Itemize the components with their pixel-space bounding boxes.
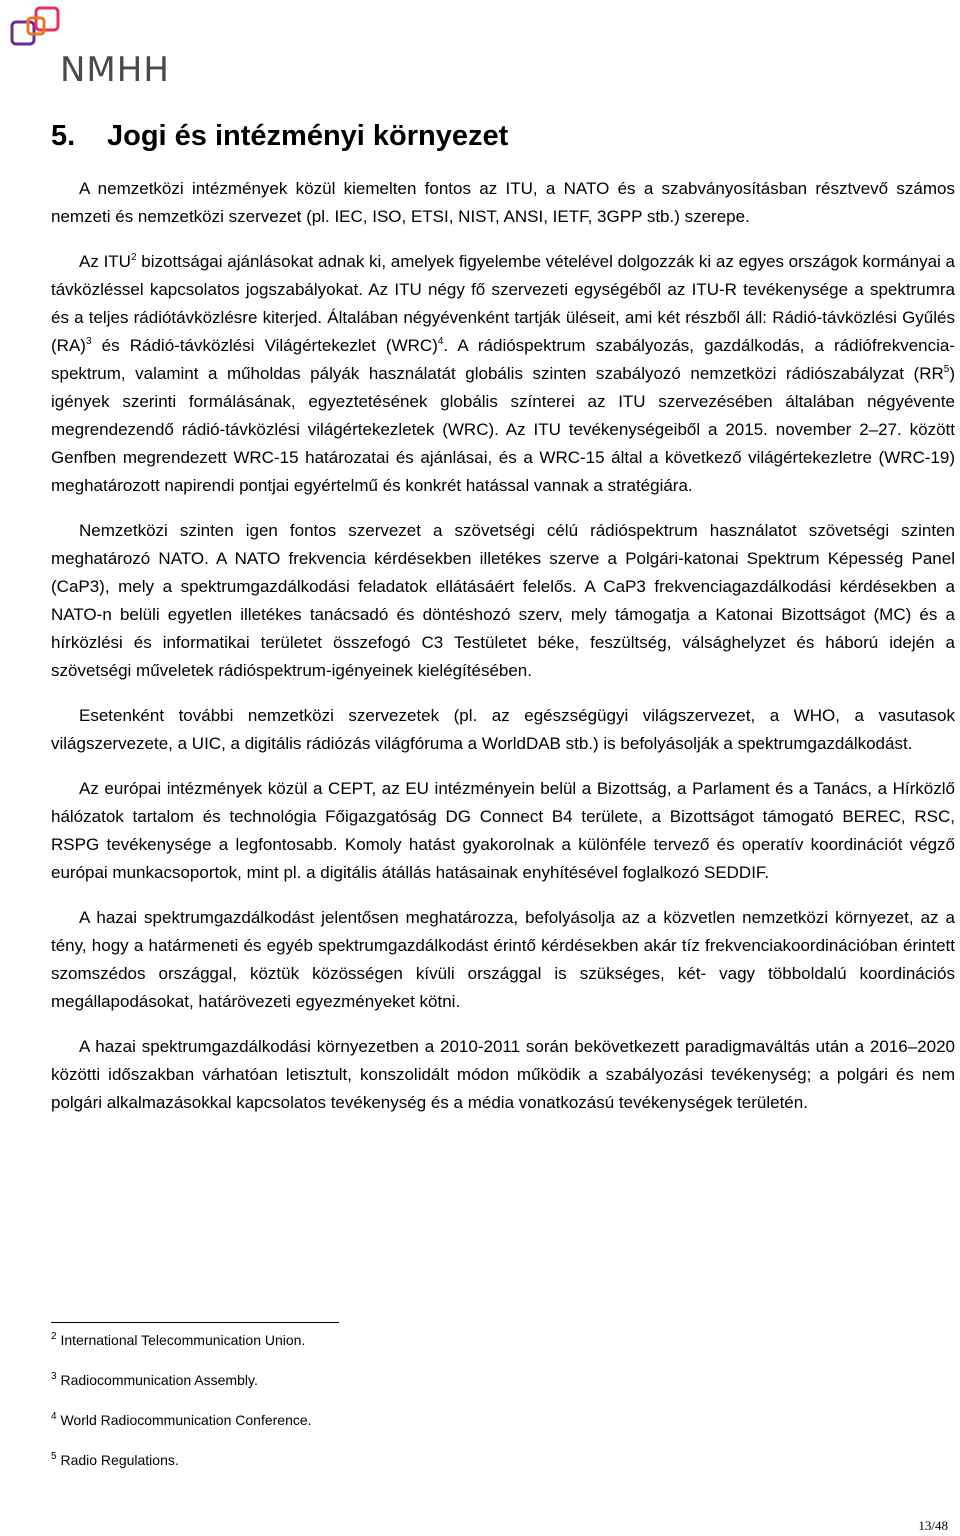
- nmhh-logo: [8, 4, 188, 94]
- paragraph-2: Az ITU$^2$ bizottságai ajánlásokat adnak ki, amelyek figyelembe vételével dolgozzák ki az egyes országok kormányai a távközléssel kapcsolatos jogszabályokat. Az ITU négy fő szervezeti egységéből az ITU-R tevékenysége a spektrumra és a teljes rádiótávközlésre kiterjed. Általában négyévenként tartják üléseit, ami két részből áll: Rádió-távközlési Gyűlés (RA)$^3$ és Rádió-távközlési Világértekezlet (WRC)$^4$. A rádióspektrum szabályozás, gazdálkodás, a rádiófrekvencia-spektrum, valamint a műholdas pályák használatát globális szinten szabályozó nemzetközi rádiószabályzat $(RR^5)$ igények szerinti formálásának, egyeztetésének globális színterei az ITU szervezésében általában négyévente megrendezendő rádió-távközlési világértekezletek (WRC). Az ITU tevékenységeiből a 2015. november 2–27. között Genfben megrendezett WRC-15 határozatai és ajánlásai, és a WRC-15 által a következő világértekezletre (WRC-19) meghatározott napirendi pontjai egyértelmű és konkrét hatással vannak a stratégiára.: [51, 252, 956, 495]
- logo-text: NMHH: [60, 50, 170, 90]
- footnotes: [51, 1332, 651, 1492]
- footnote-ref-2: 2: [130, 252, 137, 263]
- section-heading: [51, 120, 955, 153]
- footnote-ref-3: 3: [85, 336, 92, 347]
- document-body: [51, 120, 955, 1134]
- footnote: $^2$ International Telecommunication Union.: [51, 1331, 306, 1348]
- section-number: 5.: [51, 120, 76, 152]
- footnote-divider: [51, 1322, 339, 1323]
- paragraph-7: A hazai spektrumgazdálkodási környezetben a 2010-2011 során bekövetkezett paradigmaváltás után a 2016–2020 közötti időszakban várhatóan letisztult, konszolidált módon működik a szabályozási tevékenység; a polgári és nem polgári alkalmazásokkal kapcsolatos tevékenység és a média vonatkozású tevékenységek területén.: [51, 1037, 955, 1112]
- paragraph-1: A nemzetközi intézmények közül kiemelten fontos az ITU, a NATO és a szabványosításban résztvevő számos nemzeti és nemzetközi szervezet (pl. IEC, ISO, ETSI, NIST, ANSI, IETF, 3GPP stb.) szerepe.: [51, 179, 955, 226]
- paragraph-6: A hazai spektrumgazdálkodást jelentősen meghatározza, befolyásolja az a közvetlen nemzetközi környezet, az a tény, hogy a határmeneti és egyéb spektrumgazdálkodást érintő kérdésekben akár tíz frekvenciakoordinációban érintett szomszédos országgal, köztük közösségen kívüli országgal is szükséges, két- vagy többoldalú koordinációs megállapodásokat, határövezeti egyezményeket kötni.: [51, 908, 955, 1011]
- footnote-ref-5: 5: [943, 364, 950, 375]
- paragraph-5: Az európai intézmények közül a CEPT, az EU intézményein belül a Bizottság, a Parlament és a Tanács, a Hírközlő hálózatok tartalom és technológia Főigazgatóság DG Connect B4 területe, a Bizottságot támogató BEREC, RSC, RSPG tevékenysége a legfontosabb. Komoly hatást gyakorolnak a különféle tervező és operatív koordinációt végző európai munkacsoportok, mint pl. a digitális átállás hatásainak enyhítésével foglalkozó SEDDIF.: [51, 779, 955, 882]
- footnote-ref-4: 4: [437, 336, 444, 347]
- footnote: $^5$ Radio Regulations.: [51, 1451, 179, 1468]
- paragraph-3: Nemzetközi szinten igen fontos szervezet a szövetségi célú rádióspektrum használatot szövetségi szinten meghatározó NATO. A NATO frekvencia kérdésekben illetékes szerve a Polgári-katonai Spektrum Képesség Panel (CaP3), mely a spektrumgazdálkodási feladatok ellátásáért felelős. A CaP3 frekvenciagazdálkodási kérdésekben a NATO-n belüli egyetlen illetékes tanácsadó és döntéshozó szerv, mely támogatja a Katonai Bizottságot (MC) és a hírközlési és informatikai területet összefogó C3 Testületet béke, feszültség, válsághelyzet és háború idején a szövetségi műveletek rádióspektrum-igényeinek kielégítésében.: [51, 521, 955, 680]
- paragraph-4: Esetenként további nemzetközi szervezetek (pl. az egészségügyi világszervezet, a WHO, a vasutasok világszervezete, a UIC, a digitális rádiózás világfóruma a WorldDAB stb.) is befolyásolják a spektrumgazdálkodást.: [51, 706, 955, 753]
- footnote: $^3$ Radiocommunication Assembly.: [51, 1371, 258, 1388]
- logo-squares-icon: [8, 4, 68, 50]
- footnote: $^4$ World Radiocommunication Conference.: [51, 1411, 312, 1428]
- page-number: 13/48: [918, 1518, 948, 1533]
- section-title: Jogi és intézményi környezet: [107, 120, 509, 152]
